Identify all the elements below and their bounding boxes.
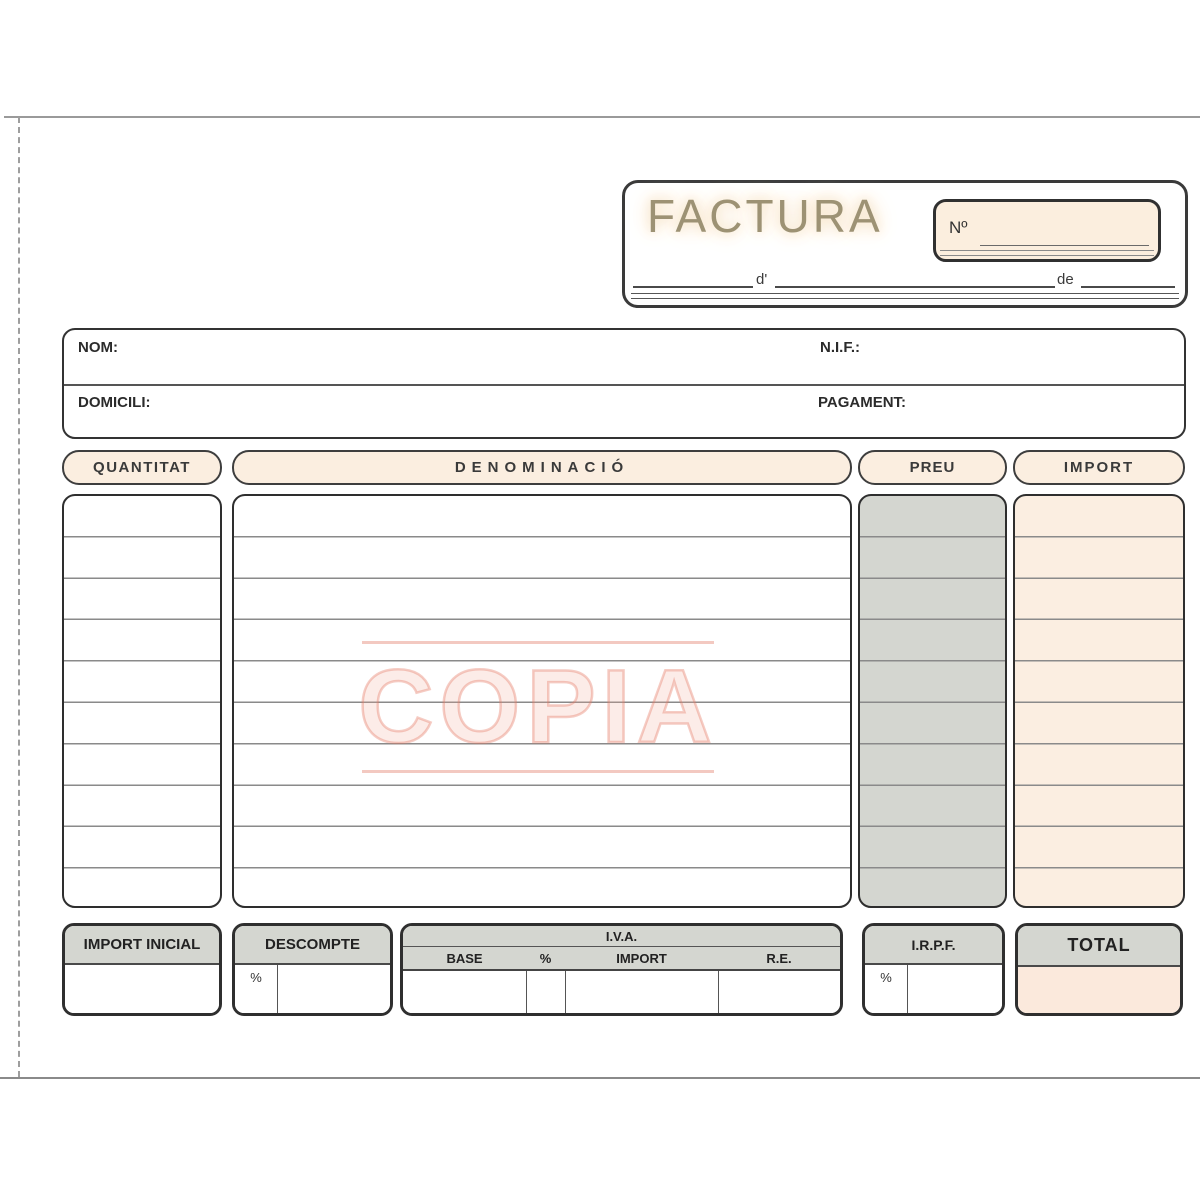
date-connector-1: d' [756,271,768,288]
irpf-label: I.R.P.F. [865,926,1002,965]
descompte-label: DESCOMPTE [235,926,390,965]
iva-percent-label: % [539,950,552,966]
irpf-value-cell [865,965,1002,1013]
descompte-percent-cell: % [235,965,278,1013]
irpf-percent-cell: % [865,965,908,1013]
column-header-quantitat: QUANTITAT [62,450,222,485]
iva-label: I.V.A. [403,926,840,947]
iva-cell-divider [718,971,719,1013]
items-column-preu [858,494,1007,908]
date-blank-line [1081,286,1175,288]
nif-label: N.I.F.: [820,339,860,356]
perforation-dashed-line [18,117,20,1077]
column-header-import: IMPORT [1013,450,1185,485]
invoice-number-box [933,199,1161,262]
customer-row-divider [64,384,1184,386]
iva-box [400,923,843,1016]
invoice-number-double-rule [940,250,1154,256]
invoice-number-label: Nº [949,218,968,237]
iva-import-label: IMPORT [616,950,667,966]
descompte-box [232,923,393,1016]
customer-info-box [62,328,1186,439]
iva-re-label: R.E. [766,950,792,966]
name-label: NOM: [78,339,118,356]
total-box [1015,923,1183,1016]
date-connector-2: de [1057,271,1074,288]
import-inicial-box [62,923,222,1016]
header-double-rule [631,293,1179,299]
import-inicial-value-cell [65,965,219,1013]
invoice-number-blank-line [980,245,1149,246]
iva-cell-divider [565,971,566,1013]
sheet-top-edge [4,116,1200,118]
items-column-import [1013,494,1185,908]
payment-label: PAGAMENT: [818,394,907,411]
address-label: DOMICILI: [78,394,151,411]
iva-values-row [403,971,840,1013]
copia-watermark-text: COPIA [358,649,718,765]
items-column-denominacio [232,494,852,908]
import-inicial-label: IMPORT INICIAL [65,926,219,965]
items-column-quantitat [62,494,222,908]
total-value-cell [1018,967,1180,1013]
column-header-preu: PREU [858,450,1007,485]
irpf-box [862,923,1005,1016]
invoice-title: FACTURA [647,190,883,242]
sheet-bottom-edge [0,1077,1200,1079]
iva-subheader-row [403,947,840,971]
invoice-header-box [622,180,1188,308]
date-blank-line [633,286,753,288]
column-header-denominacio: DENOMINACIÓ [232,450,852,485]
iva-base-label: BASE [446,950,483,966]
descompte-value-cell [235,965,390,1013]
date-blank-line [775,286,1055,288]
total-label: TOTAL [1018,926,1180,967]
iva-cell-divider [526,971,527,1013]
